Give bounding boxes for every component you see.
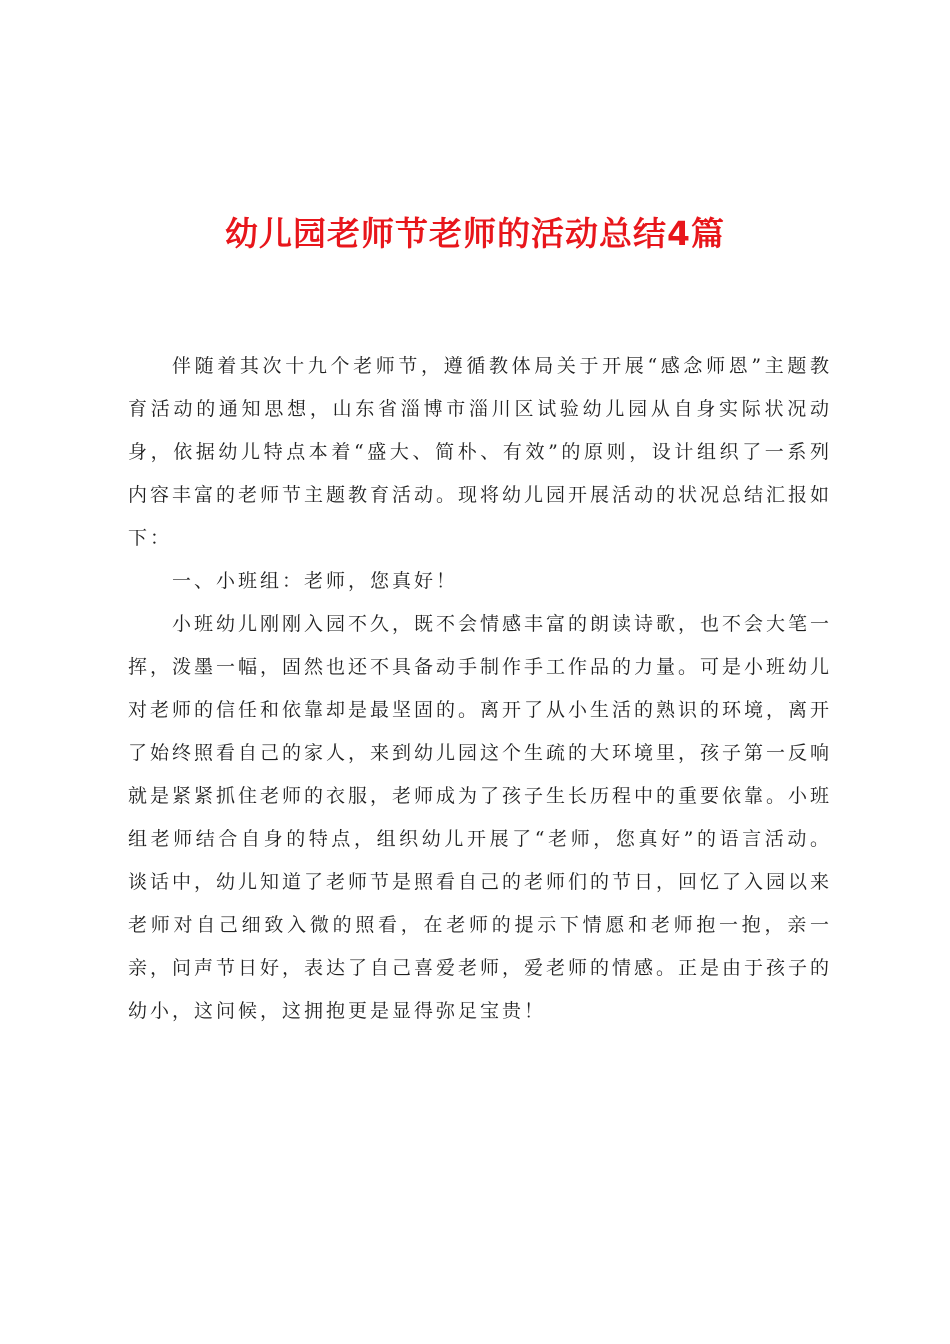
document-body [128, 345, 832, 1033]
document-title: 幼儿园老师节老师的活动总结4篇 [225, 214, 725, 253]
intro-paragraph: 伴随着其次十九个老师节，遵循教体局关于开展“感念师恩”主题教育活动的通知思想，山东省淄博市淄川区试验幼儿园从自身实际状况动身，依据幼儿特点本着“盛大、简朴、有效”的原则，设计组织了一系列内容丰富的老师节主题教育活动。现将幼儿园开展活动的状况总结汇报如下： [128, 355, 833, 549]
section-heading-small-class: 一、小班组：老师，您真好！ [172, 570, 459, 592]
small-class-paragraph: 小班幼儿刚刚入园不久，既不会情感丰富的朗读诗歌，也不会大笔一挥，泼墨一幅，固然也还不具备动手制作手工作品的力量。可是小班幼儿对老师的信任和依靠却是最坚固的。离开了从小生活的熟识的环境，离开了始终照看自己的家人，来到幼儿园这个生疏的大环境里，孩子第一反响就是紧紧抓住老师的衣服，老师成为了孩子生长历程中的重要依靠。小班组老师结合自身的特点，组织幼儿开展了“老师，您真好”的语言活动。谈话中，幼儿知道了老师节是照看自己的老师们的节日，回忆了入园以来老师对自己细致入微的照看，在老师的提示下情愿和老师抱一抱，亲一亲，问声节日好，表达了自己喜爱老师，爱老师的情感。正是由于孩子的幼小，这问候，这拥抱更是显得弥足宝贵！ [128, 613, 833, 1022]
